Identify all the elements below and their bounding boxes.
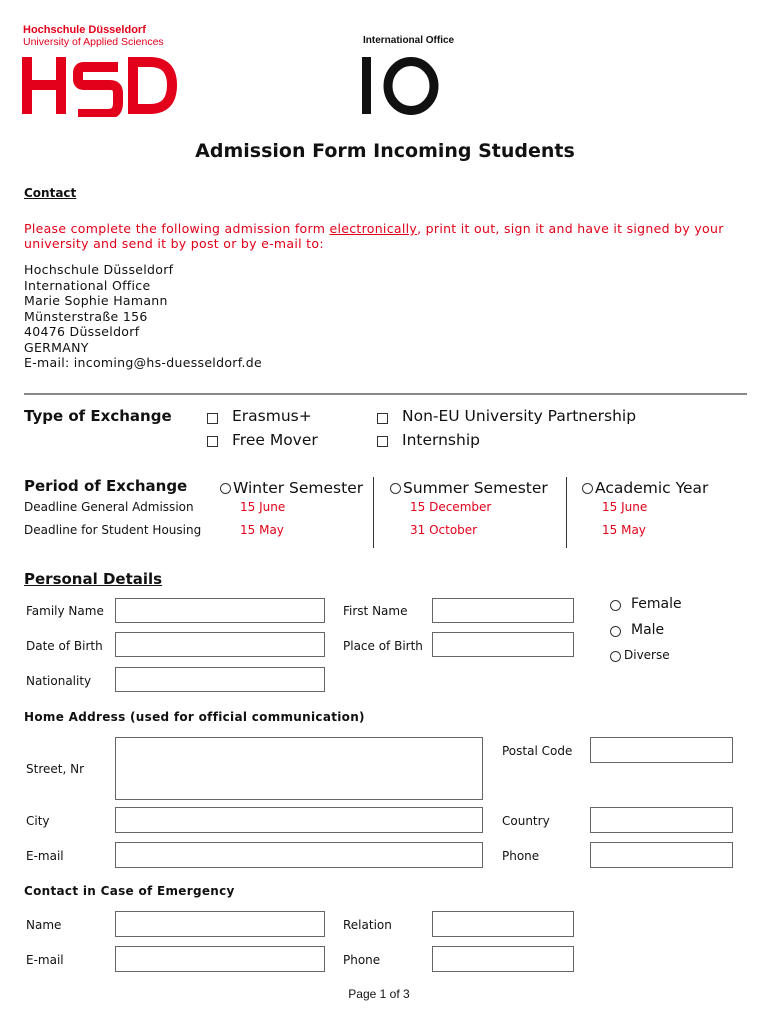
female-label: Female <box>631 596 682 612</box>
instruction-emphasis: electronically <box>329 221 418 236</box>
email-label: E-mail <box>26 849 64 863</box>
first-name-label: First Name <box>343 604 408 618</box>
winter-housing-deadline: 15 May <box>240 523 284 537</box>
emergency-email-label: E-mail <box>26 953 64 967</box>
year-admission-deadline: 15 June <box>602 500 648 514</box>
university-subtitle: University of Applied Sciences <box>23 36 164 48</box>
internship-checkbox[interactable] <box>377 436 388 447</box>
instruction-line-2: university and send it by post or by e-mail to: <box>24 236 324 251</box>
deadline-housing-label: Deadline for Student Housing <box>24 523 202 537</box>
international-office-label: International Office <box>363 35 455 46</box>
column-divider <box>566 477 567 548</box>
emergency-name-label: Name <box>26 918 62 932</box>
personal-details-heading: Personal Details <box>24 570 163 588</box>
erasmus-checkbox[interactable] <box>207 413 218 424</box>
email-input[interactable] <box>115 842 483 868</box>
emergency-email-input[interactable] <box>115 946 325 972</box>
male-label: Male <box>631 622 665 638</box>
date-of-birth-label: Date of Birth <box>26 639 103 653</box>
summer-semester-label: Summer Semester <box>403 479 548 497</box>
summer-semester-radio[interactable] <box>390 483 401 494</box>
phone-label: Phone <box>502 849 540 863</box>
summer-housing-deadline: 31 October <box>410 523 478 537</box>
section-divider <box>24 393 747 395</box>
address-line: Hochschule Düsseldorf <box>24 262 174 277</box>
emergency-contact-heading: Contact in Case of Emergency <box>24 884 235 898</box>
emergency-name-input[interactable] <box>115 911 325 937</box>
male-radio[interactable] <box>610 626 621 637</box>
family-name-label: Family Name <box>26 604 104 618</box>
university-name: Hochschule Düsseldorf <box>23 24 146 36</box>
country-input[interactable] <box>590 807 733 833</box>
relation-input[interactable] <box>432 911 574 937</box>
contact-email: E-mail: incoming@hs-duesseldorf.de <box>24 355 262 370</box>
address-line: GERMANY <box>24 339 89 355</box>
exchange-type-label: Type of Exchange <box>24 407 172 425</box>
relation-label: Relation <box>343 918 392 932</box>
io-logo <box>362 57 442 117</box>
phone-input[interactable] <box>590 842 733 868</box>
place-of-birth-input[interactable] <box>432 632 574 657</box>
column-divider <box>373 477 374 548</box>
street-input[interactable] <box>115 737 483 800</box>
emergency-phone-input[interactable] <box>432 946 574 972</box>
period-label: Period of Exchange <box>24 477 188 495</box>
postal-address <box>24 262 262 371</box>
instruction-line-1 <box>24 221 724 236</box>
deadline-admission-label: Deadline General Admission <box>24 500 194 514</box>
home-address-heading: Home Address (used for official communication) <box>24 710 365 724</box>
instruction-text-cont: , print it out, sign it and have it signed by your <box>417 221 724 236</box>
city-input[interactable] <box>115 807 483 833</box>
country-label: Country <box>502 814 550 828</box>
instruction-text: Please complete the following admission form <box>24 221 330 236</box>
non-eu-partnership-label: Non-EU University Partnership <box>402 407 637 425</box>
hsd-logo <box>22 57 178 117</box>
free-mover-label: Free Mover <box>232 431 318 449</box>
winter-admission-deadline: 15 June <box>240 500 286 514</box>
diverse-radio[interactable] <box>610 651 621 662</box>
place-of-birth-label: Place of Birth <box>343 639 423 653</box>
address-line: International Office <box>24 277 151 293</box>
winter-semester-label: Winter Semester <box>233 479 364 497</box>
postal-code-input[interactable] <box>590 737 733 763</box>
erasmus-label: Erasmus+ <box>232 407 312 425</box>
address-line: Münsterstraße 156 <box>24 308 148 324</box>
city-label: City <box>26 814 50 828</box>
non-eu-partnership-checkbox[interactable] <box>377 413 388 424</box>
postal-code-label: Postal Code <box>502 744 573 758</box>
page-title: Admission Form Incoming Students <box>195 140 575 162</box>
date-of-birth-input[interactable] <box>115 632 325 657</box>
year-housing-deadline: 15 May <box>602 523 646 537</box>
winter-semester-radio[interactable] <box>220 483 231 494</box>
address-line: 40476 Düsseldorf <box>24 324 140 339</box>
nationality-label: Nationality <box>26 674 92 688</box>
internship-label: Internship <box>402 431 480 449</box>
first-name-input[interactable] <box>432 598 574 623</box>
street-label: Street, Nr <box>26 762 85 776</box>
contact-heading: Contact <box>24 186 77 200</box>
address-line: Marie Sophie Hamann <box>24 293 168 308</box>
summer-admission-deadline: 15 December <box>410 500 492 514</box>
nationality-input[interactable] <box>115 667 325 692</box>
academic-year-radio[interactable] <box>582 483 593 494</box>
page-number: Page 1 of 3 <box>348 987 410 1001</box>
diverse-label: Diverse <box>624 648 670 662</box>
free-mover-checkbox[interactable] <box>207 436 218 447</box>
academic-year-label: Academic Year <box>595 479 709 497</box>
family-name-input[interactable] <box>115 598 325 623</box>
emergency-phone-label: Phone <box>343 953 381 967</box>
female-radio[interactable] <box>610 600 621 611</box>
